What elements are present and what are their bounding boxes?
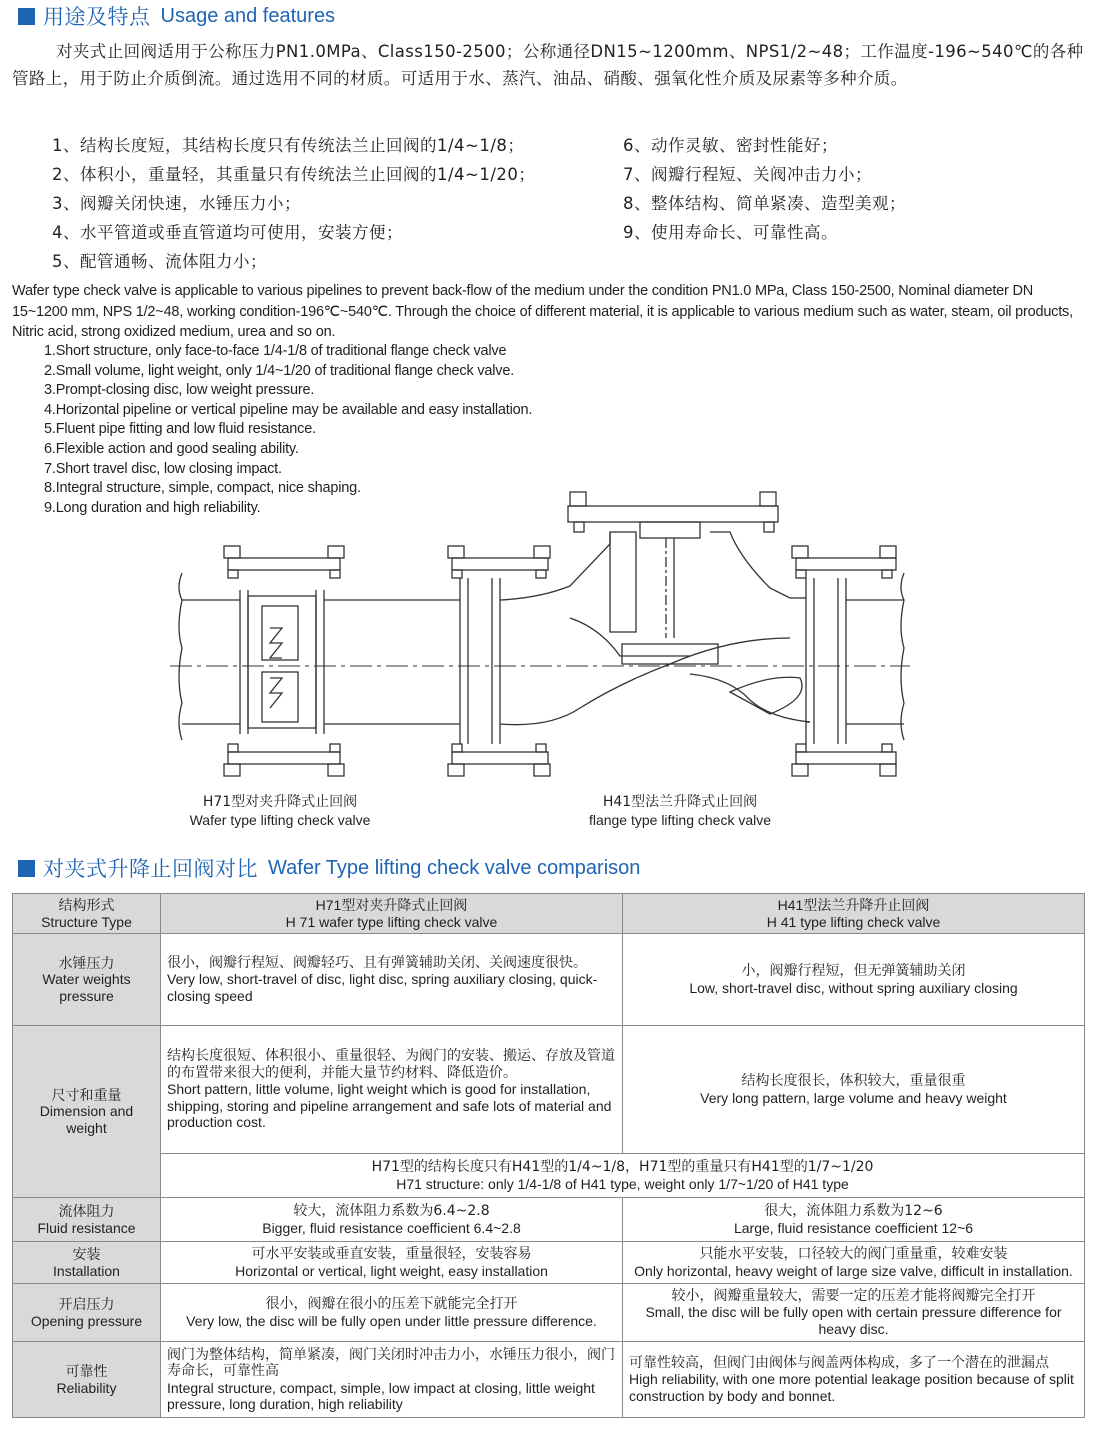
header-cell-cn: H41型法兰升降升止回阀 [777,897,930,913]
h71-cell [161,934,623,1026]
cell-cn: 结构长度很长，体积较大，重量很重 [741,1073,966,1089]
cell-en: Large, fluid resistance coefficient 12~6 [733,1219,974,1236]
header-cell-cn: H71型对夹升降式止回阀 [315,897,468,913]
row-label-cn: 尺寸和重量 [51,1086,122,1103]
h71-caption-cn: H71型对夹升降式止回阀 [202,794,358,810]
cell-en: Small, the disc will be fully open with certain pressure difference for heavy disc. [645,1304,1062,1337]
feature-item-en: 3.Prompt-closing disc, low weight pressure. [44,382,315,399]
valve-comparison-drawing [170,478,910,800]
table-row-water-pressure [13,934,1085,1026]
h41-cell [623,1026,1085,1154]
cell-en: Integral structure, compact, simple, low impact at closing, little weight pressure, long duration, high reliability [167,1379,595,1412]
h71-cell [161,1198,623,1242]
h41-cell [623,934,1085,1026]
square-bullet-icon [18,8,35,25]
row-label-cn: 安装 [72,1246,101,1262]
row-label-en: Fluid resistance [37,1219,136,1236]
header-structure-type [13,894,161,934]
cell-cn: 阀门为整体结构，简单紧凑，阀门关闭时冲击力小，水锤压力很小，阀门寿命长，可靠性高 [167,1346,615,1379]
cell-cn: 很小，阀瓣行程短、阀瓣轻巧、且有弹簧辅助关闭、关阀速度很快。 [167,954,587,971]
h41-cell [623,1242,1085,1284]
h41-caption-cn: H41型法兰升降式止回阀 [602,794,758,810]
cell-cn: 较小，阀瓣重量较大，需要一定的压差才能将阀瓣完全打开 [671,1287,1036,1304]
feature-item: 7、阀瓣行程短、关阀冲击力小； [623,165,872,184]
section-title-cn: 对夹式升降止回阀对比 [43,857,258,881]
row-label-en: Dimension and weight [39,1103,134,1136]
row-label-cn: 水锤压力 [58,954,115,971]
feature-item-en: 8.Integral structure, simple, compact, nice shaping. [44,480,361,497]
row-label-cn: 流体阻力 [58,1203,115,1219]
feature-item-en: 5.Fluent pipe fitting and low fluid resistance. [44,421,316,438]
header-cell-en: H 71 wafer type lifting check valve [285,913,498,930]
feature-list-right [623,131,906,247]
feature-item: 6、动作灵敏、密封性能好； [623,136,838,155]
h41-cell [623,1284,1085,1342]
cell-en: Short pattern, little volume, light weight which is good for installation, shipping, storing and pipeline arrangement and safe lots of material and production cost. [167,1081,612,1131]
section-title-cn: 用途及特点 [43,5,151,29]
table-row-reliability [13,1342,1085,1418]
h71-cell [161,1026,623,1154]
header-cell-en: H 41 type lifting check valve [766,913,941,930]
header-h41 [623,894,1085,934]
h41-flange-valve-drawing [500,492,904,776]
row-label-cn: 可靠性 [65,1363,108,1379]
row-label-en: Installation [53,1262,120,1279]
table-row-fluid-resistance [13,1198,1085,1242]
table-row-installation [13,1242,1085,1284]
feature-item: 5、配管通畅、流体阻力小； [52,252,267,271]
h71-cell [161,1242,623,1284]
cell-cn: H71型的结构长度只有H41型的1/4~1/8，H71型的重量只有H41型的1/7~1/20 [371,1159,874,1175]
h71-cell [161,1342,623,1418]
dimension-note-cell [161,1154,1085,1198]
row-label-en: Opening pressure [30,1312,143,1329]
row-label [13,1198,161,1242]
row-label [13,1284,161,1342]
section-usage-header [18,2,335,30]
h41-caption [560,793,800,829]
cell-en: Horizontal or vertical, light weight, easy installation [235,1262,548,1279]
cell-en: Very long pattern, large volume and heavy weight [700,1089,1007,1106]
h41-caption-en: flange type lifting check valve [588,812,772,828]
section-title-en: Wafer Type lifting check valve comparison [268,856,641,879]
feature-item: 8、整体结构、简单紧凑、造型美观； [623,194,906,213]
cell-cn: 可靠性较高，但阀门由阀体与阀盖两体构成，多了一个潜在的泄漏点 [629,1354,1049,1371]
h41-cell [623,1342,1085,1418]
h71-wafer-valve-drawing [179,546,460,776]
table-row-dimension [13,1026,1085,1154]
cell-en: Only horizontal, heavy weight of large size valve, difficult in installation. [634,1262,1073,1279]
feature-item: 4、水平管道或垂直管道均可使用，安装方便； [52,223,403,242]
header-h71 [161,894,623,934]
header-cell-cn: 结构形式 [58,897,115,913]
intro-paragraph-en: Wafer type check valve is applicable to various pipelines to prevent back-flow of the medium under the condition PN1.0 MPa, Class 150-2500, Nominal diameter DN 15~1200 mm, NPS 1/2~48, working condition-196℃~540℃. Through the choice of different material, it is applicable to various medium such as water, steam, oil products, Nitric acid, strong oxidized medium, urea and so on. [12,283,1073,340]
feature-list-left [52,131,535,276]
row-label [13,1242,161,1284]
feature-item-en: 1.Short structure, only face-to-face 1/4-1/8 of traditional flange check valve [44,343,507,359]
cell-cn: 小，阀瓣行程短，但无弹簧辅助关闭 [741,963,966,979]
header-cell-en: Structure Type [41,913,132,930]
row-label-en: Reliability [56,1379,117,1396]
section-comparison-header [18,854,640,882]
cell-en: Very low, the disc will be fully open under little pressure difference. [186,1312,597,1329]
cell-en: High reliability, with one more potential leakage position because of split construction by body and bonnet. [629,1371,1074,1404]
h41-cell [623,1198,1085,1242]
table-row-opening-pressure [13,1284,1085,1342]
square-bullet-icon [18,860,35,877]
feature-item: 9、使用寿命长、可靠性高。 [623,223,838,242]
section-title-en: Usage and features [160,4,336,27]
comparison-table [12,893,1085,1418]
cell-en: Bigger, fluid resistance coefficient 6.4~2.8 [262,1219,521,1236]
cell-cn: 较大，流体阻力系数为6.4~2.8 [293,1203,490,1219]
feature-item: 2、体积小，重量轻，其重量只有传统法兰止回阀的1/4~1/20； [52,165,536,184]
feature-item: 1、结构长度短，其结构长度只有传统法兰止回阀的1/4~1/8； [52,136,525,155]
feature-item-en: 6.Flexible action and good sealing ability. [44,440,299,457]
table-row-header [13,894,1085,934]
cell-en: Very low, short-travel of disc, light disc, spring auxiliary closing, quick-closing speed [167,971,598,1004]
feature-item-en: 2.Small volume, light weight, only 1/4~1/20 of traditional flange check valve. [44,362,515,379]
feature-item-en: 4.Horizontal pipeline or vertical pipeline may be available and easy installation. [44,401,533,418]
h71-caption-en: Wafer type lifting check valve [189,812,371,828]
h71-cell [161,1284,623,1342]
row-label-cn: 开启压力 [58,1296,115,1312]
feature-item-en: 9.Long duration and high reliability. [44,499,261,516]
cell-en: H71 structure: only 1/4-1/8 of H41 type, weight only 1/7~1/20 of H41 type [396,1175,849,1192]
cell-cn: 很大，流体阻力系数为12~6 [764,1203,943,1219]
feature-item: 3、阀瓣关闭快速，水锤压力小； [52,194,301,213]
row-label [13,934,161,1026]
feature-item-en: 7.Short travel disc, low closing impact. [44,460,282,477]
table-row-dimension-note [13,1154,1085,1198]
cell-cn: 只能水平安装，口径较大的阀门重量重，较难安装 [699,1246,1008,1262]
row-label-en: Water weights pressure [42,971,131,1004]
cell-cn: 结构长度很短、体积很小、重量很轻、为阀门的安装、搬运、存放及管道的布置带来很大的便利，并能大量节约材料、降低造价。 [167,1048,615,1081]
row-label [13,1342,161,1418]
row-label [13,1026,161,1198]
cell-en: Low, short-travel disc, without spring auxiliary closing [689,979,1018,996]
cell-cn: 很小，阀瓣在很小的压差下就能完全打开 [265,1296,518,1312]
h71-caption [160,793,400,829]
cell-cn: 可水平安装或垂直安装，重量很轻，安装容易 [251,1246,532,1262]
intro-paragraph-cn: 对夹式止回阀适用于公称压力PN1.0MPa、Class150-2500；公称通径DN15~1200mm、NPS1/2~48；工作温度-196~540℃的各种管路上，用于防止介质倒流。通过选用不同的材质。可适用于水、蒸汽、油品、硝酸、强氧化性介质及尿素等多种介质。 [12,42,1084,88]
